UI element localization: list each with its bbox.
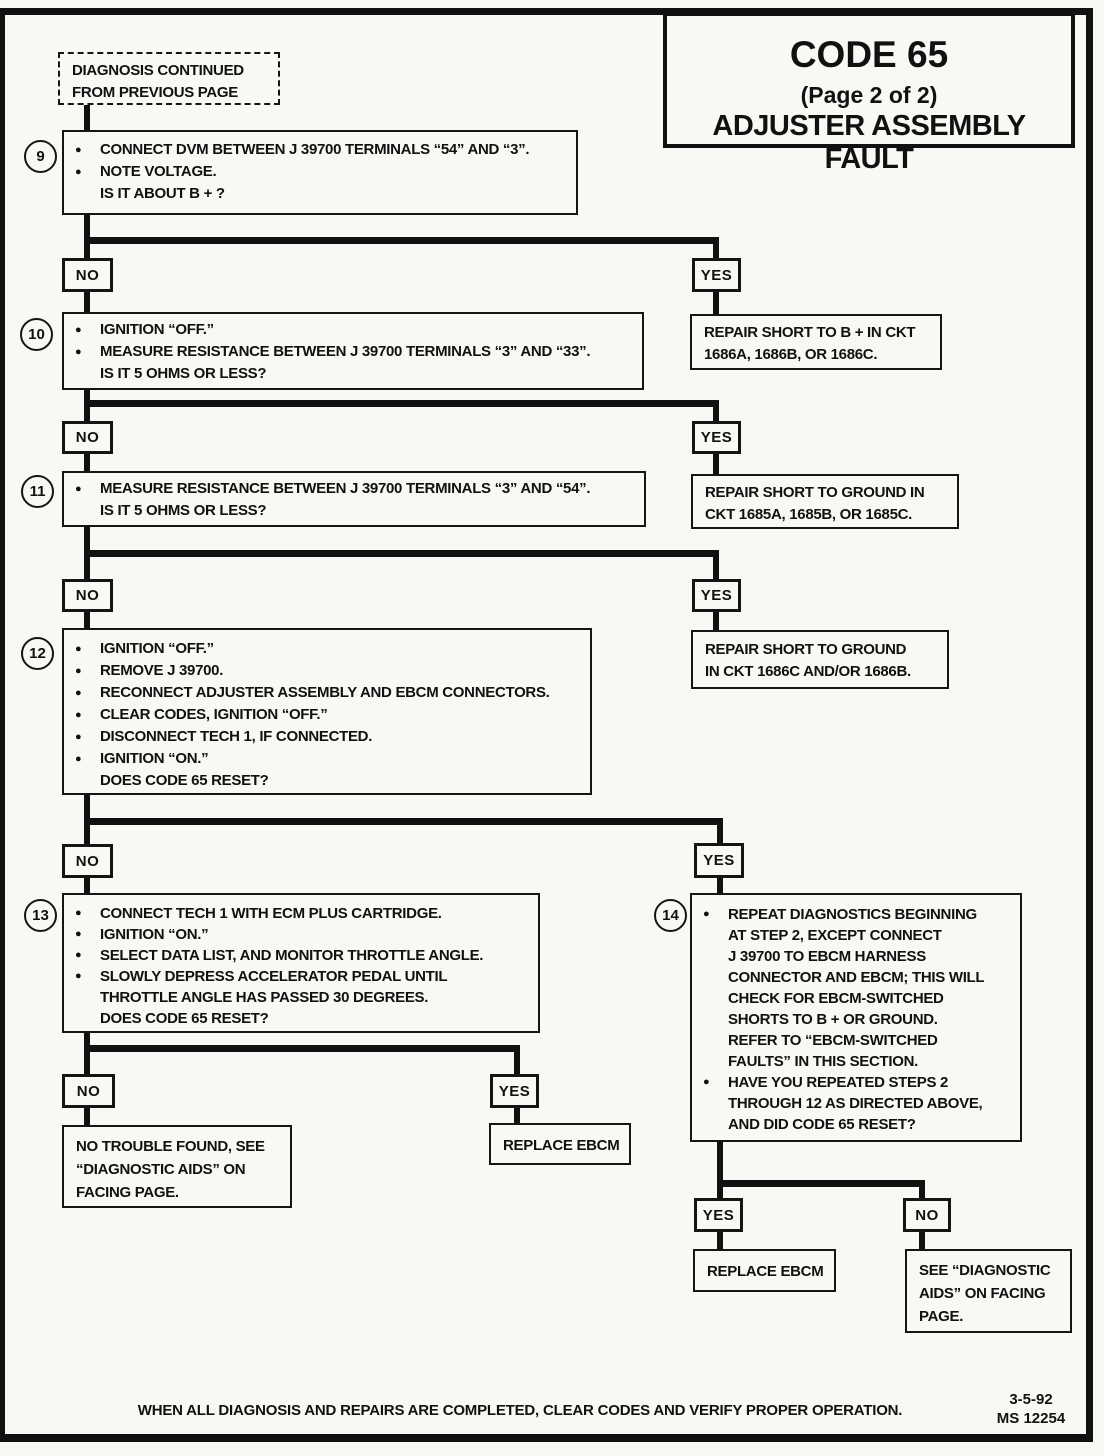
step-14-line: THROUGH 12 AS DIRECTED ABOVE, bbox=[728, 1095, 983, 1112]
connector-line bbox=[713, 556, 719, 580]
see-aids-line: AIDS” ON FACING bbox=[919, 1285, 1046, 1302]
yes-label-step-12: YES bbox=[694, 843, 744, 878]
no-label-step-10: NO bbox=[62, 421, 113, 454]
step-14-line: SHORTS TO B + OR GROUND. bbox=[728, 1011, 938, 1028]
connector-line bbox=[514, 1105, 520, 1125]
step-14-line: REPEAT DIAGNOSTICS BEGINNING bbox=[728, 906, 977, 923]
step-number-text: 14 bbox=[662, 907, 679, 924]
step-13-box bbox=[62, 893, 540, 1033]
connector-line bbox=[84, 237, 719, 244]
step-12-line: CLEAR CODES, IGNITION “OFF.” bbox=[100, 706, 328, 723]
step-13-line: IGNITION “ON.” bbox=[100, 926, 209, 943]
connector-line bbox=[84, 550, 719, 557]
bullet-icon: ● bbox=[75, 907, 82, 919]
start-line: FROM PREVIOUS PAGE bbox=[72, 84, 239, 101]
connector-line bbox=[514, 1051, 520, 1074]
connector-line bbox=[84, 818, 723, 825]
step-14-line: J 39700 TO EBCM HARNESS bbox=[728, 948, 926, 965]
yes-label-step-14: YES bbox=[694, 1198, 743, 1232]
step-12-number bbox=[21, 637, 54, 670]
step-14-line: CHECK FOR EBCM-SWITCHED bbox=[728, 990, 944, 1007]
bullet-icon: ● bbox=[75, 346, 82, 358]
connector-line bbox=[713, 406, 719, 422]
connector-line bbox=[717, 875, 723, 895]
yes-label-step-10: YES bbox=[692, 421, 741, 454]
no-trouble-line: FACING PAGE. bbox=[76, 1184, 179, 1201]
replace-ebcm-box-1 bbox=[489, 1123, 631, 1165]
title-box bbox=[663, 12, 1075, 175]
footer-doc-number: MS 12254 bbox=[996, 1410, 1066, 1427]
no-label-step-14: NO bbox=[903, 1198, 951, 1232]
step-14-box bbox=[690, 893, 1022, 1142]
step-13-line: SLOWLY DEPRESS ACCELERATOR PEDAL UNTIL bbox=[100, 968, 448, 985]
replace-ebcm-line: REPLACE EBCM bbox=[707, 1263, 824, 1280]
step-9-number bbox=[24, 140, 57, 173]
step-13-line: THROTTLE ANGLE HAS PASSED 30 DEGREES. bbox=[100, 989, 429, 1006]
bullet-icon: ● bbox=[75, 687, 82, 699]
no-label-step-11: NO bbox=[62, 579, 113, 612]
repair-line: REPAIR SHORT TO B + IN CKT bbox=[704, 324, 916, 341]
step-11-line: MEASURE RESISTANCE BETWEEN J 39700 TERMINALS “3” AND “54”. bbox=[100, 480, 591, 497]
step-14-line: AND DID CODE 65 RESET? bbox=[728, 1116, 916, 1133]
see-aids-line: SEE “DIAGNOSTIC bbox=[919, 1262, 1051, 1279]
connector-line bbox=[713, 452, 719, 475]
connector-line bbox=[713, 290, 719, 315]
connector-line bbox=[717, 824, 723, 844]
repair-line: IN CKT 1686C AND/OR 1686B. bbox=[705, 663, 911, 680]
step-number-text: 10 bbox=[28, 326, 45, 343]
step-9-line: NOTE VOLTAGE. bbox=[100, 163, 217, 180]
step-11-line: IS IT 5 OHMS OR LESS? bbox=[100, 502, 267, 519]
replace-ebcm-box-2 bbox=[693, 1249, 836, 1292]
connector-line bbox=[84, 1045, 520, 1052]
see-diagnostic-aids-box bbox=[905, 1249, 1072, 1333]
connector-line bbox=[84, 213, 90, 259]
no-trouble-line: NO TROUBLE FOUND, SEE bbox=[76, 1138, 265, 1155]
step-12-line: REMOVE J 39700. bbox=[100, 662, 224, 679]
step-14-line: AT STEP 2, EXCEPT CONNECT bbox=[728, 927, 942, 944]
no-trouble-line: “DIAGNOSTIC AIDS” ON bbox=[76, 1161, 246, 1178]
bullet-icon: ● bbox=[703, 1076, 710, 1088]
step-14-line: FAULTS” IN THIS SECTION. bbox=[728, 1053, 919, 1070]
connector-line bbox=[717, 1180, 925, 1187]
connector-line bbox=[919, 1230, 925, 1250]
step-number-text: 11 bbox=[29, 483, 46, 500]
bullet-icon: ● bbox=[75, 324, 82, 336]
step-13-line: DOES CODE 65 RESET? bbox=[100, 1010, 269, 1027]
step-12-line: IGNITION “OFF.” bbox=[100, 640, 214, 657]
step-14-line: HAVE YOU REPEATED STEPS 2 bbox=[728, 1074, 949, 1091]
replace-ebcm-line: REPLACE EBCM bbox=[503, 1137, 620, 1154]
step-10-line: IS IT 5 OHMS OR LESS? bbox=[100, 365, 267, 382]
connector-line bbox=[84, 290, 90, 314]
step-14-line: CONNECTOR AND EBCM; THIS WILL bbox=[728, 969, 985, 986]
connector-line bbox=[713, 243, 719, 259]
yes-label-step-9: YES bbox=[692, 258, 741, 292]
no-label-step-12: NO bbox=[62, 844, 113, 878]
repair-short-ground-1685-box bbox=[691, 474, 959, 529]
step-11-box bbox=[62, 471, 646, 527]
step-10-line: IGNITION “OFF.” bbox=[100, 321, 214, 338]
connector-line bbox=[717, 1139, 723, 1199]
yes-label-step-11: YES bbox=[692, 579, 741, 612]
step-9-line: CONNECT DVM BETWEEN J 39700 TERMINALS “54” AND “3”. bbox=[100, 141, 530, 158]
connector-line bbox=[713, 610, 719, 630]
page-number: (Page 2 of 2) bbox=[800, 82, 938, 108]
step-13-line: CONNECT TECH 1 WITH ECM PLUS CARTRIDGE. bbox=[100, 905, 442, 922]
bullet-icon: ● bbox=[75, 483, 82, 495]
bullet-icon: ● bbox=[75, 665, 82, 677]
repair-short-b-plus-box bbox=[690, 314, 942, 370]
step-12-line: DOES CODE 65 RESET? bbox=[100, 772, 269, 789]
step-12-line: IGNITION “ON.” bbox=[100, 750, 209, 767]
bullet-icon: ● bbox=[75, 928, 82, 940]
step-13-line: SELECT DATA LIST, AND MONITOR THROTTLE ANGLE. bbox=[100, 947, 484, 964]
connector-line bbox=[84, 103, 90, 132]
repair-line: CKT 1685A, 1685B, OR 1685C. bbox=[705, 506, 913, 523]
step-12-line: DISCONNECT TECH 1, IF CONNECTED. bbox=[100, 728, 373, 745]
repair-line: REPAIR SHORT TO GROUND bbox=[705, 641, 907, 658]
step-14-line: REFER TO “EBCM-SWITCHED bbox=[728, 1032, 938, 1049]
bullet-icon: ● bbox=[703, 908, 710, 920]
start-line: DIAGNOSIS CONTINUED bbox=[72, 62, 244, 79]
step-13-number bbox=[24, 899, 57, 932]
step-10-number bbox=[20, 318, 53, 351]
step-number-text: 12 bbox=[29, 645, 46, 662]
step-11-number bbox=[21, 475, 54, 508]
step-10-line: MEASURE RESISTANCE BETWEEN J 39700 TERMINALS “3” AND “33”. bbox=[100, 343, 591, 360]
step-10-box bbox=[62, 312, 644, 390]
repair-short-ground-1686-box bbox=[691, 630, 949, 689]
connector-line bbox=[84, 875, 90, 895]
bullet-icon: ● bbox=[75, 970, 82, 982]
start-box bbox=[58, 52, 280, 105]
bullet-icon: ● bbox=[75, 731, 82, 743]
step-9-line: IS IT ABOUT B + ? bbox=[100, 185, 225, 202]
document-id bbox=[982, 1390, 1080, 1428]
bullet-icon: ● bbox=[75, 144, 82, 156]
footer-note: WHEN ALL DIAGNOSIS AND REPAIRS ARE COMPLETED, CLEAR CODES AND VERIFY PROPER OPERATION. bbox=[137, 1402, 903, 1419]
no-label-step-9: NO bbox=[62, 258, 113, 292]
repair-line: 1686A, 1686B, OR 1686C. bbox=[704, 346, 878, 363]
connector-line bbox=[84, 1031, 90, 1074]
footer-date: 3-5-92 bbox=[1009, 1391, 1053, 1408]
step-12-box bbox=[62, 628, 592, 795]
step-14-number bbox=[654, 899, 687, 932]
repair-line: REPAIR SHORT TO GROUND IN bbox=[705, 484, 925, 501]
see-aids-line: PAGE. bbox=[919, 1308, 964, 1325]
step-12-line: RECONNECT ADJUSTER ASSEMBLY AND EBCM CONNECTORS. bbox=[100, 684, 550, 701]
page-subtitle: ADJUSTER ASSEMBLY FAULT bbox=[712, 110, 1026, 175]
no-label-step-13: NO bbox=[62, 1074, 115, 1108]
no-trouble-found-box bbox=[62, 1125, 292, 1208]
step-9-box bbox=[62, 130, 578, 215]
connector-line bbox=[84, 452, 90, 473]
bullet-icon: ● bbox=[75, 753, 82, 765]
step-number-text: 9 bbox=[36, 148, 45, 165]
connector-line bbox=[84, 610, 90, 630]
connector-line bbox=[717, 1230, 723, 1250]
yes-label-step-13: YES bbox=[490, 1074, 539, 1108]
bullet-icon: ● bbox=[75, 643, 82, 655]
step-number-text: 13 bbox=[32, 907, 49, 924]
bullet-icon: ● bbox=[75, 709, 82, 721]
bullet-icon: ● bbox=[75, 949, 82, 961]
bullet-icon: ● bbox=[75, 166, 82, 178]
page-title: CODE 65 bbox=[789, 34, 949, 75]
connector-line bbox=[84, 400, 719, 407]
